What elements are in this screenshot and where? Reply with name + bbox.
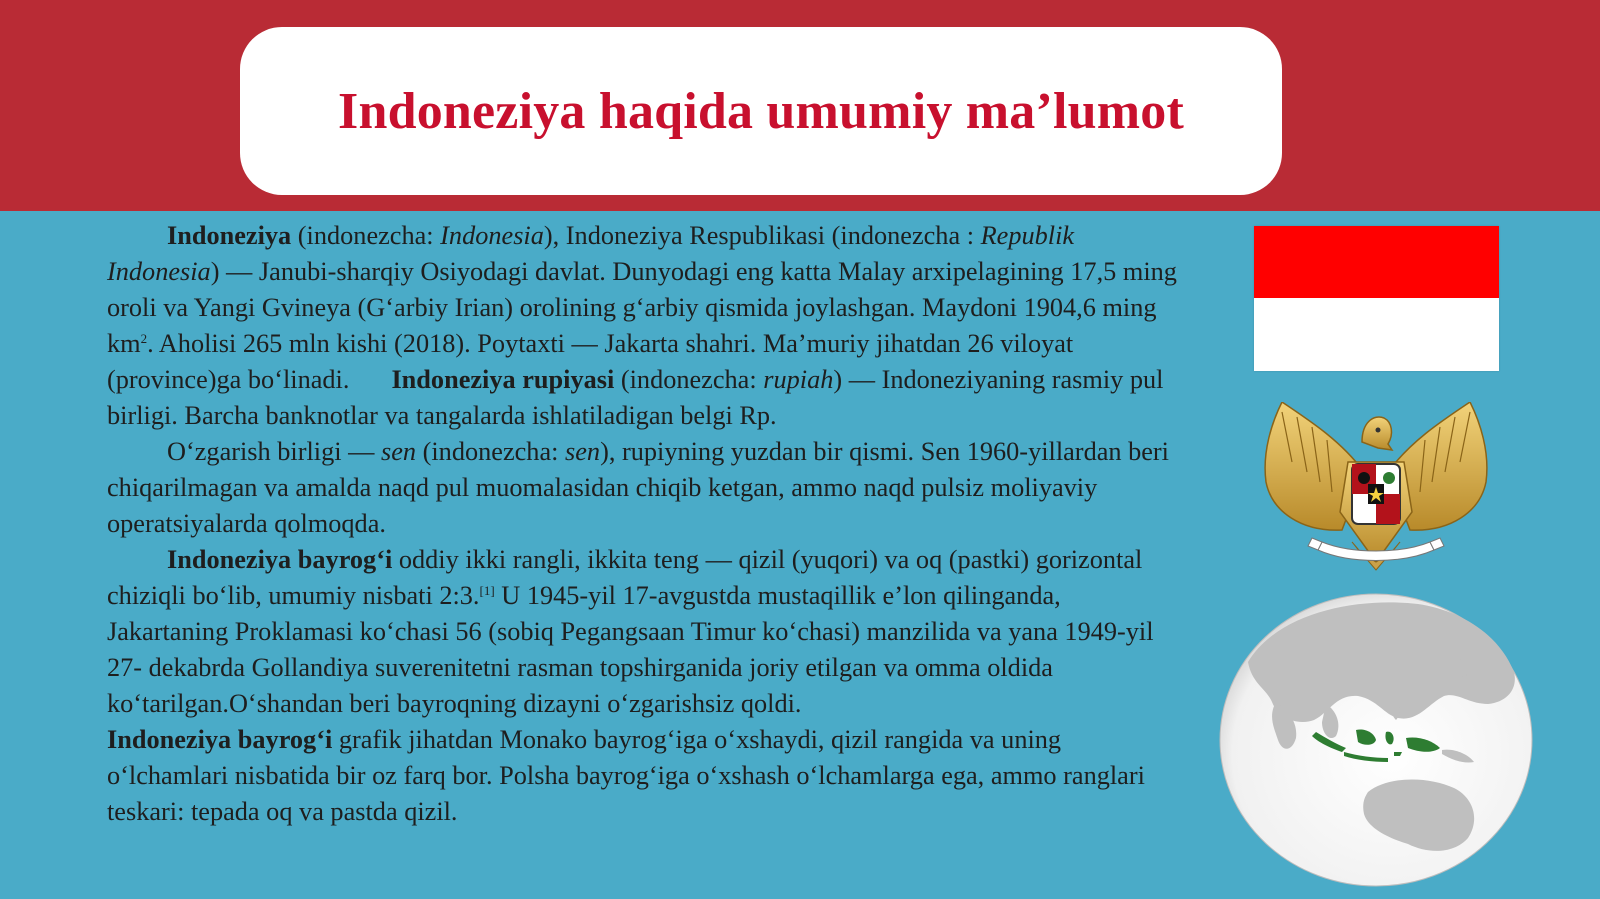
term-bayrogi: Indoneziya bayrog‘i — [167, 545, 393, 574]
title-box — [240, 27, 1282, 195]
paragraph-flag: Indoneziya bayrog‘i oddiy ikki rangli, ikkita teng — qizil (yuqori) va oq (pastki) gorizontal chiziqli bo‘lib, umumiy nisbati 2:3.[1] U 1945-yil 17-avgustda mustaqillik e’lon qilinganda, Jakartaning Proklamasi ko‘chasi 56 (sobiq Pegangsaan Timur ko‘chasi) manzilida va yana 1949-yil 27- dekabrda Gollandiya suverenitetni rasman topshirganida joriy etilgan va omma oldida ko‘tarilgan.O‘shandan beri bayroqning dizayni o‘zgarishsiz qoldi. — [107, 545, 1154, 718]
term-bayrogi-2: Indoneziya bayrog‘i — [107, 725, 333, 754]
flag-white-stripe — [1254, 298, 1499, 371]
term-rupiyasi: Indoneziya rupiyasi — [391, 365, 615, 394]
footnote-ref[interactable]: [1] — [479, 583, 495, 598]
term-indoneziya: Indoneziya — [167, 221, 292, 250]
globe-map-icon — [1218, 592, 1534, 888]
slide-title: Indoneziya haqida umumiy ma’lumot — [338, 82, 1184, 140]
garuda-emblem-icon — [1252, 402, 1500, 574]
paragraph-sen: O‘zgarish birligi — sen (indonezcha: sen), rupiyning yuzdan bir qismi. Sen 1960-yillardan beri chiqarilmagan va amalda naqd pul muomalasidan chiqib ketgan, ammo naqd pulsiz moliyaviy operatsiyalarda qolmoqda. — [107, 437, 1169, 538]
flag-red-stripe — [1254, 226, 1499, 298]
paragraph-intro: Indoneziya (indonezcha: Indonesia), Indoneziya Respublikasi (indonezcha : Republik Indonesia) — Janubi-sharqiy Osiyodagi davlat. Dunyodagi eng katta Malay arxipelagining 17,5 ming oroli va Yangi Gvineya (G‘arbiy Irian) orolining g‘arbiy qismida joylashgan. Maydoni 1904,6 ming $km^2$. Aholisi 265 mln kishi (2018). Poytaxti — Jakarta shahri. Ma’muriy jihatdan 26 viloyat (province)ga bo‘linadi. Indoneziya rupiyasi (indonezcha: rupiah) — Indoneziyaning rasmiy pul birligi. Barcha banknotlar va tangalarda ishlatiladigan belgi Rp. — [107, 221, 1177, 430]
indonesia-flag — [1254, 226, 1499, 371]
body-text — [107, 218, 1187, 830]
paragraph-flag-compare: Indoneziya bayrog‘i grafik jihatdan Monako bayrog‘iga o‘xshaydi, qizil rangida va uning o‘lchamlari nisbatida bir oz farq bor. Polsha bayrog‘iga o‘xshash o‘lchamlarga ega, ammo ranglari teskari: tepada oq va pastda qizil. — [107, 725, 1145, 826]
superscript-2: 2 — [140, 331, 148, 346]
